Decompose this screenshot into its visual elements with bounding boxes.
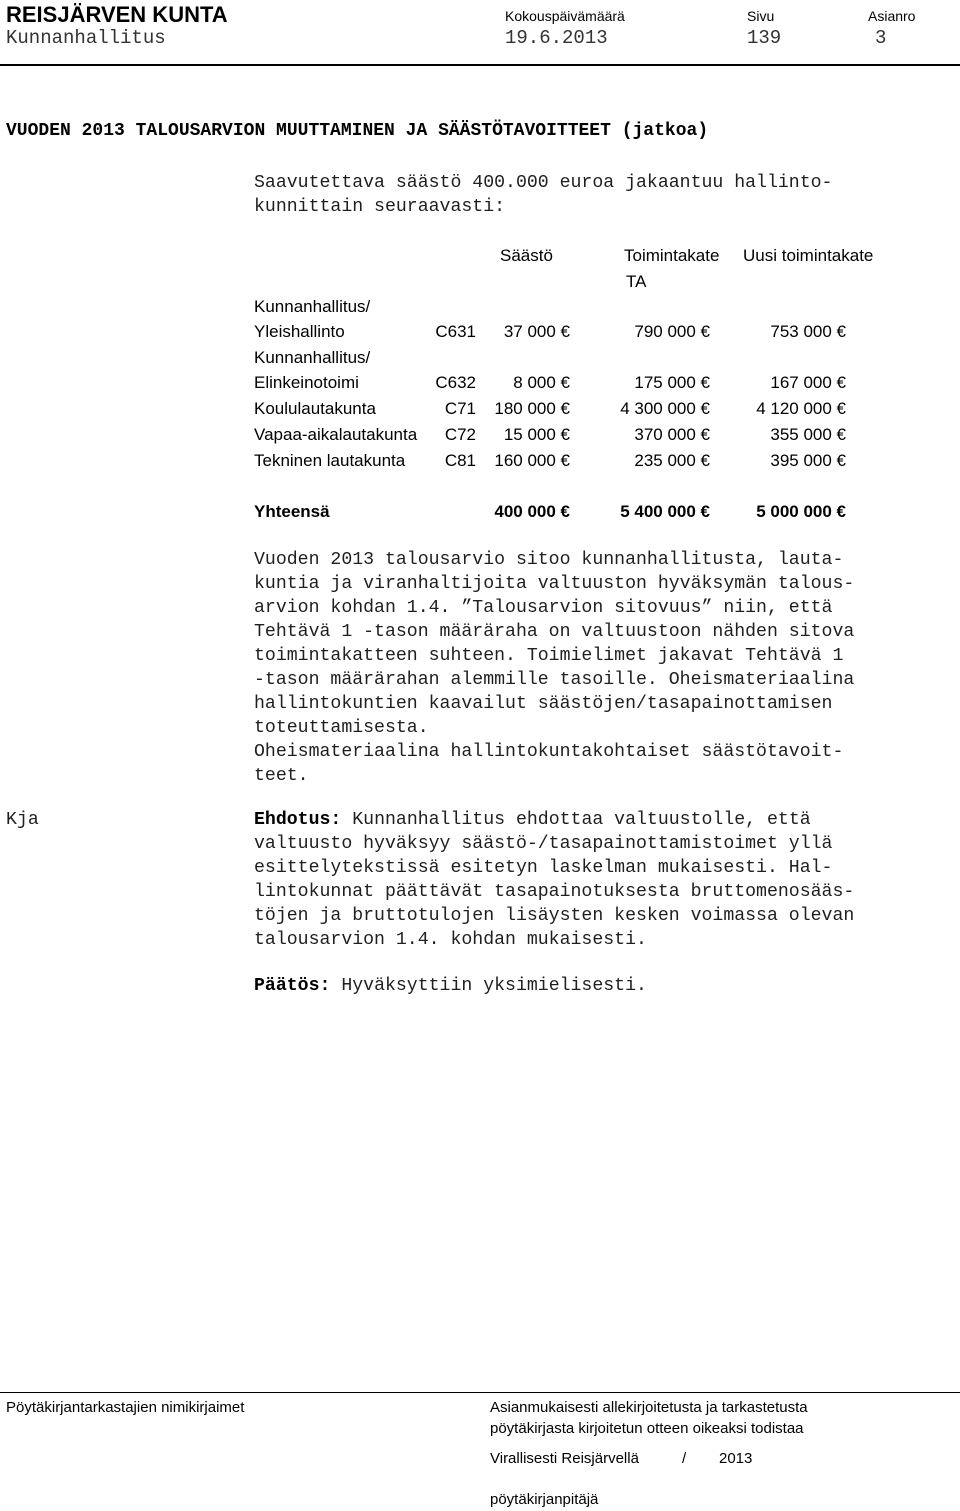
paragraph-line: toimintakatteen suhteen. Toimielimet jakavat Tehtävä 1 — [254, 646, 844, 666]
paragraph-line: Tehtävä 1 -tason määräraha on valtuustoon nähden sitova — [254, 622, 855, 642]
case-number: 3 — [875, 27, 887, 49]
paragraph-line: hallintokuntien kaavailut säästöjen/tasapainottamisen — [254, 694, 833, 714]
footer-certification-line1: Asianmukaisesti allekirjoitetusta ja tarkastetusta — [490, 1399, 808, 1416]
row-code: C71 — [444, 399, 476, 418]
total-saving: 400 000 € — [494, 502, 570, 521]
row-budget: 235 000 € — [634, 451, 710, 470]
footer-official-year: 2013 — [719, 1450, 753, 1467]
row-saving: 15 000 € — [503, 425, 570, 444]
row-new-budget: 395 000 € — [770, 451, 846, 470]
organization-name: REISJÄRVEN KUNTA — [6, 2, 228, 27]
intro-text — [254, 171, 832, 219]
footer-divider — [0, 1392, 960, 1393]
kja-marker: Kja — [6, 810, 39, 830]
footer-official-label: Virallisesti Reisjärvellä — [490, 1450, 639, 1467]
header-divider — [0, 64, 960, 66]
total-new-budget: 5 000 000 € — [756, 502, 846, 521]
row-name: Vapaa-aikalautakunta — [254, 425, 418, 444]
proposal-first-line: Kunnanhallitus ehdottaa valtuustolle, että — [341, 810, 811, 830]
row-budget: 175 000 € — [634, 373, 710, 392]
row-new-budget: 753 000 € — [770, 322, 846, 341]
row-saving: 180 000 € — [494, 399, 570, 418]
row-code: C72 — [444, 425, 476, 444]
row-new-budget: 355 000 € — [770, 425, 846, 444]
decision — [254, 974, 647, 998]
footer-signatures-label: Pöytäkirjantarkastajien nimikirjaimet — [6, 1399, 245, 1416]
row-name: Elinkeinotoimi — [254, 373, 359, 392]
row-name: Tekninen lautakunta — [254, 451, 406, 470]
row-saving: 37 000 € — [503, 322, 570, 341]
paragraph-line: arvion kohdan 1.4. ”Talousarvion sitovuus” niin, että — [254, 598, 833, 618]
row-name-line1: Kunnanhallitus/ — [254, 297, 371, 316]
proposal-line: talousarvion 1.4. kohdan mukaisesti. — [254, 930, 647, 950]
total-budget: 5 400 000 € — [620, 502, 710, 521]
header-saving: Säästö — [500, 246, 553, 265]
row-new-budget: 4 120 000 € — [756, 399, 846, 418]
row-new-budget: 167 000 € — [770, 373, 846, 392]
footer-keeper-label: pöytäkirjanpitäjä — [490, 1491, 599, 1508]
total-label: Yhteensä — [254, 502, 330, 521]
proposal-line: töjen ja bruttotulojen lisäysten kesken voimassa olevan — [254, 906, 855, 926]
budget-paragraph — [254, 548, 854, 788]
row-name: Koululautakunta — [254, 399, 376, 418]
page-number: 139 — [747, 27, 782, 49]
decision-label: Päätös: — [254, 976, 331, 996]
row-code: C632 — [435, 373, 476, 392]
paragraph-line: Oheismateriaalina hallintokuntakohtaiset säästötavoit- — [254, 742, 844, 762]
row-code: C81 — [444, 451, 476, 470]
paragraph-line: toteuttamisesta. — [254, 718, 429, 738]
row-name-line1: Kunnanhallitus/ — [254, 348, 371, 367]
row-name: Yleishallinto — [254, 322, 345, 341]
body-name: Kunnanhallitus — [6, 27, 166, 49]
case-label: Asianro — [868, 8, 916, 24]
section-title: VUODEN 2013 TALOUSARVION MUUTTAMINEN JA SÄÄSTÖTAVOITTEET (jatkoa) — [6, 121, 709, 141]
decision-text: Hyväksyttiin yksimielisesti. — [330, 976, 647, 996]
row-budget: 4 300 000 € — [620, 399, 710, 418]
row-saving: 8 000 € — [513, 373, 570, 392]
proposal-line: esittelytekstissä esitetyn laskelman mukaisesti. Hal- — [254, 858, 833, 878]
proposal-label: Ehdotus: — [254, 810, 342, 830]
header-new-budget: Uusi toimintakate — [743, 246, 874, 265]
date-label: Kokouspäivämäärä — [505, 8, 625, 24]
footer-official-slash: / — [682, 1450, 687, 1467]
header-budget: Toimintakate — [624, 246, 720, 265]
meeting-date: 19.6.2013 — [505, 27, 608, 49]
proposal-line: lintokunnat päättävät tasapainotuksesta bruttomenosääs- — [254, 882, 855, 902]
paragraph-line: kuntia ja viranhaltijoita valtuuston hyväksymän talous- — [254, 574, 855, 594]
row-budget: 370 000 € — [634, 425, 710, 444]
header-budget-ta: TA — [626, 272, 647, 291]
footer-certification-line2: pöytäkirjasta kirjoitetun otteen oikeaksi todistaa — [490, 1420, 804, 1437]
row-budget: 790 000 € — [634, 322, 710, 341]
paragraph-line: teet. — [254, 766, 309, 786]
proposal — [254, 808, 854, 952]
row-code: C631 — [435, 322, 476, 341]
paragraph-line: -tason määrärahan alemmille tasoille. Oheismateriaalina — [254, 670, 855, 690]
intro-line: Saavutettava säästö 400.000 euroa jakaantuu hallinto- — [254, 173, 833, 193]
paragraph-line: Vuoden 2013 talousarvio sitoo kunnanhallitusta, lauta- — [254, 550, 844, 570]
proposal-line: valtuusto hyväksyy säästö-/tasapainottamistoimet yllä — [254, 834, 833, 854]
row-saving: 160 000 € — [494, 451, 570, 470]
page-label: Sivu — [747, 8, 775, 24]
intro-line: kunnittain seuraavasti: — [254, 197, 506, 217]
